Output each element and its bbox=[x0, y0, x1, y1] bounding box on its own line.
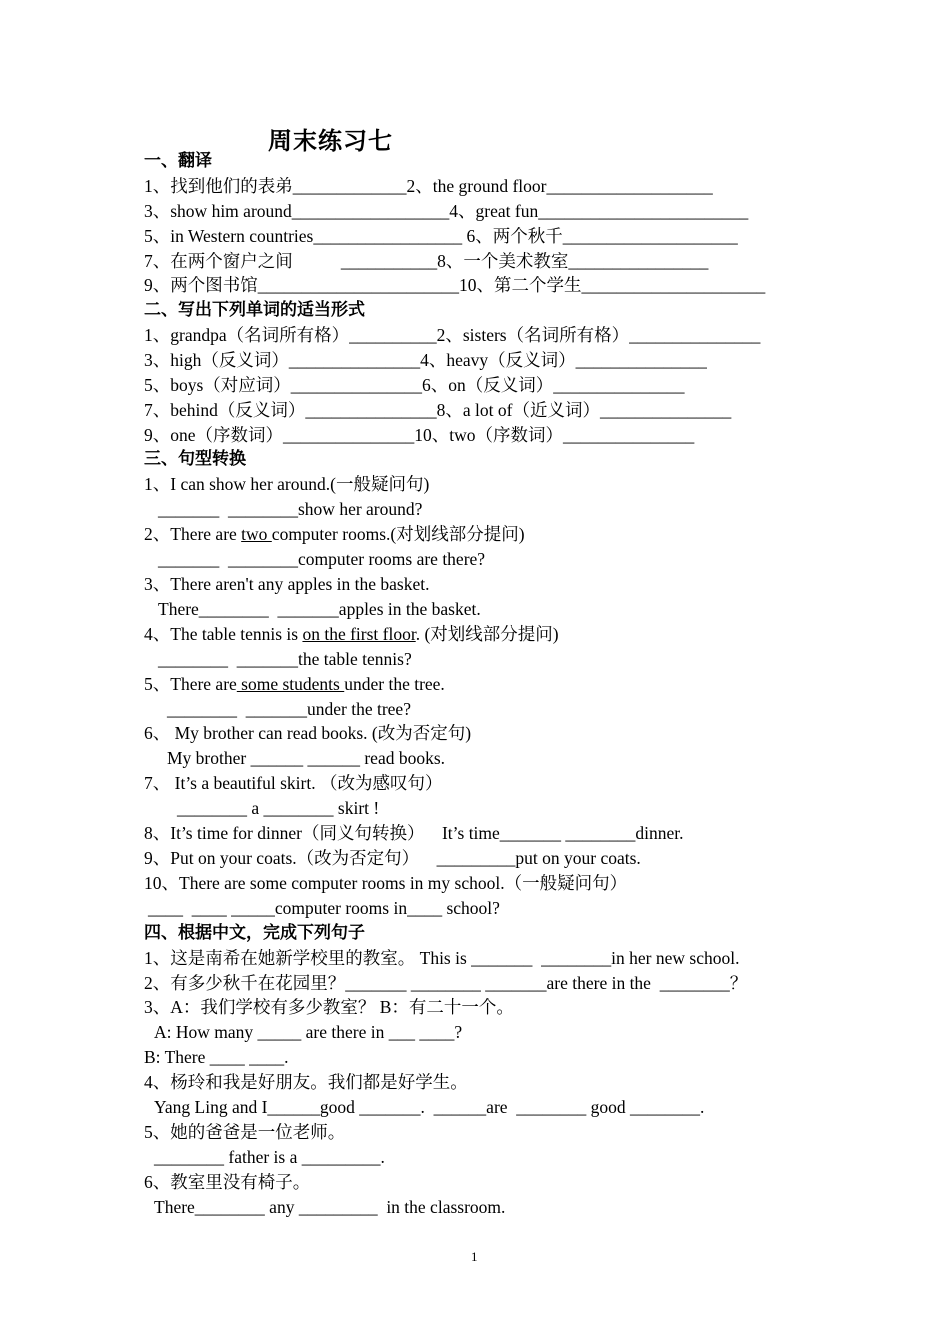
exercise-line: _______ ________computer rooms are there? bbox=[158, 549, 486, 569]
exercise-line: 1、grandpa（名词所有格）__________2、sisters（名词所有格）_______________ bbox=[144, 325, 761, 345]
exercise-line: 6、教室里没有椅子。 bbox=[144, 1172, 311, 1192]
exercise-line: 9、Put on your coats.（改为否定句） _________put on your coats. bbox=[144, 848, 641, 868]
exercise-line: 4、杨玲和我是好朋友。我们都是好学生。 bbox=[144, 1072, 468, 1092]
exercise-line: 3、high（反义词）_______________4、heavy（反义词）_______________ bbox=[144, 350, 707, 370]
exercise-line: 7、behind（反义词）_______________8、a lot of（近义词）_______________ bbox=[144, 400, 732, 420]
exercise-line: My brother ______ ______ read books. bbox=[167, 748, 446, 768]
exercise-line: Yang Ling and I______good _______. ______are ________ good ________. bbox=[154, 1097, 705, 1117]
exercise-line bbox=[144, 623, 559, 645]
exercise-line: 3、show him around__________________4、great fun________________________ bbox=[144, 201, 749, 221]
exercise-line: 1、I can show her around.(一般疑问句) bbox=[144, 474, 430, 494]
exercise-line: ________ _______the table tennis? bbox=[158, 649, 412, 669]
exercise-line: 5、她的爸爸是一位老师。 bbox=[144, 1122, 346, 1142]
exercise-line: 5、boys（对应词）_______________6、on（反义词）_______________ bbox=[144, 375, 685, 395]
exercise-line: 3、There aren't any apples in the basket. bbox=[144, 574, 430, 594]
line-text: 4、The table tennis is bbox=[144, 624, 303, 644]
section-heading: 四、根据中文，完成下列句子 bbox=[144, 923, 365, 943]
exercise-line: 6、 My brother can read books. (改为否定句) bbox=[144, 723, 472, 743]
exercise-line: 3、A：我们学校有多少教室？ B：有二十一个。 bbox=[144, 997, 514, 1017]
line-text: computer rooms.(对划线部分提问) bbox=[271, 524, 525, 544]
exercise-line: There________ _______apples in the basket. bbox=[158, 599, 481, 619]
section-heading: 三、句型转换 bbox=[144, 449, 246, 469]
exercise-line: ________ _______under the tree? bbox=[167, 699, 411, 719]
exercise-line: A: How many _____ are there in ___ ____? bbox=[154, 1022, 463, 1042]
underlined-phrase: on the first floor bbox=[302, 624, 416, 644]
exercise-line: 8、It’s time for dinner（同义句转换） It’s time_______ ________dinner. bbox=[144, 823, 684, 843]
exercise-line: 1、找到他们的表弟_____________2、the ground floor___________________ bbox=[144, 176, 713, 196]
exercise-line: 7、在两个窗户之间 ___________8、一个美术教室________________ bbox=[144, 251, 709, 271]
exercise-line: B: There ____ ____. bbox=[144, 1047, 289, 1067]
line-text: 5、There are bbox=[144, 674, 237, 694]
underlined-phrase: two bbox=[241, 524, 272, 544]
exercise-line: 10、There are some computer rooms in my school.（一般疑问句） bbox=[144, 873, 628, 893]
exercise-line: 2、有多少秋千在花园里？_______ ________ _______are there in the ________？ bbox=[144, 973, 748, 993]
page-title: 周末练习七 bbox=[268, 127, 393, 155]
exercise-line bbox=[144, 523, 525, 545]
exercise-line: There________ any _________ in the classroom. bbox=[154, 1197, 506, 1217]
underlined-phrase: some students bbox=[236, 674, 345, 694]
exercise-line: 5、in Western countries_________________ 6、两个秋千____________________ bbox=[144, 226, 738, 246]
line-text: under the tree. bbox=[344, 674, 445, 694]
exercise-line: _______ ________show her around? bbox=[158, 499, 423, 519]
exercise-line: ________ a ________ skirt ! bbox=[177, 798, 380, 818]
section-heading: 一、翻译 bbox=[144, 151, 212, 171]
exercise-line: 9、两个图书馆_______________________10、第二个学生_____________________ bbox=[144, 275, 766, 295]
line-text: 2、There are bbox=[144, 524, 242, 544]
exercise-line: 1、这是南希在她新学校里的教室。 This is _______ ________in her new school. bbox=[144, 948, 740, 968]
exercise-line: ________ father is a _________. bbox=[154, 1147, 385, 1167]
exercise-line: ____ ____ _____computer rooms in____ school? bbox=[148, 898, 500, 918]
exercise-line: 7、 It’s a beautiful skirt. （改为感叹句） bbox=[144, 773, 443, 793]
exercise-line: 9、one（序数词）_______________10、two（序数词）_______________ bbox=[144, 425, 695, 445]
page-number: 1 bbox=[471, 1249, 478, 1264]
exercise-line bbox=[144, 673, 445, 695]
line-text: . (对划线部分提问) bbox=[415, 624, 559, 644]
section-heading: 二、写出下列单词的适当形式 bbox=[144, 300, 365, 320]
